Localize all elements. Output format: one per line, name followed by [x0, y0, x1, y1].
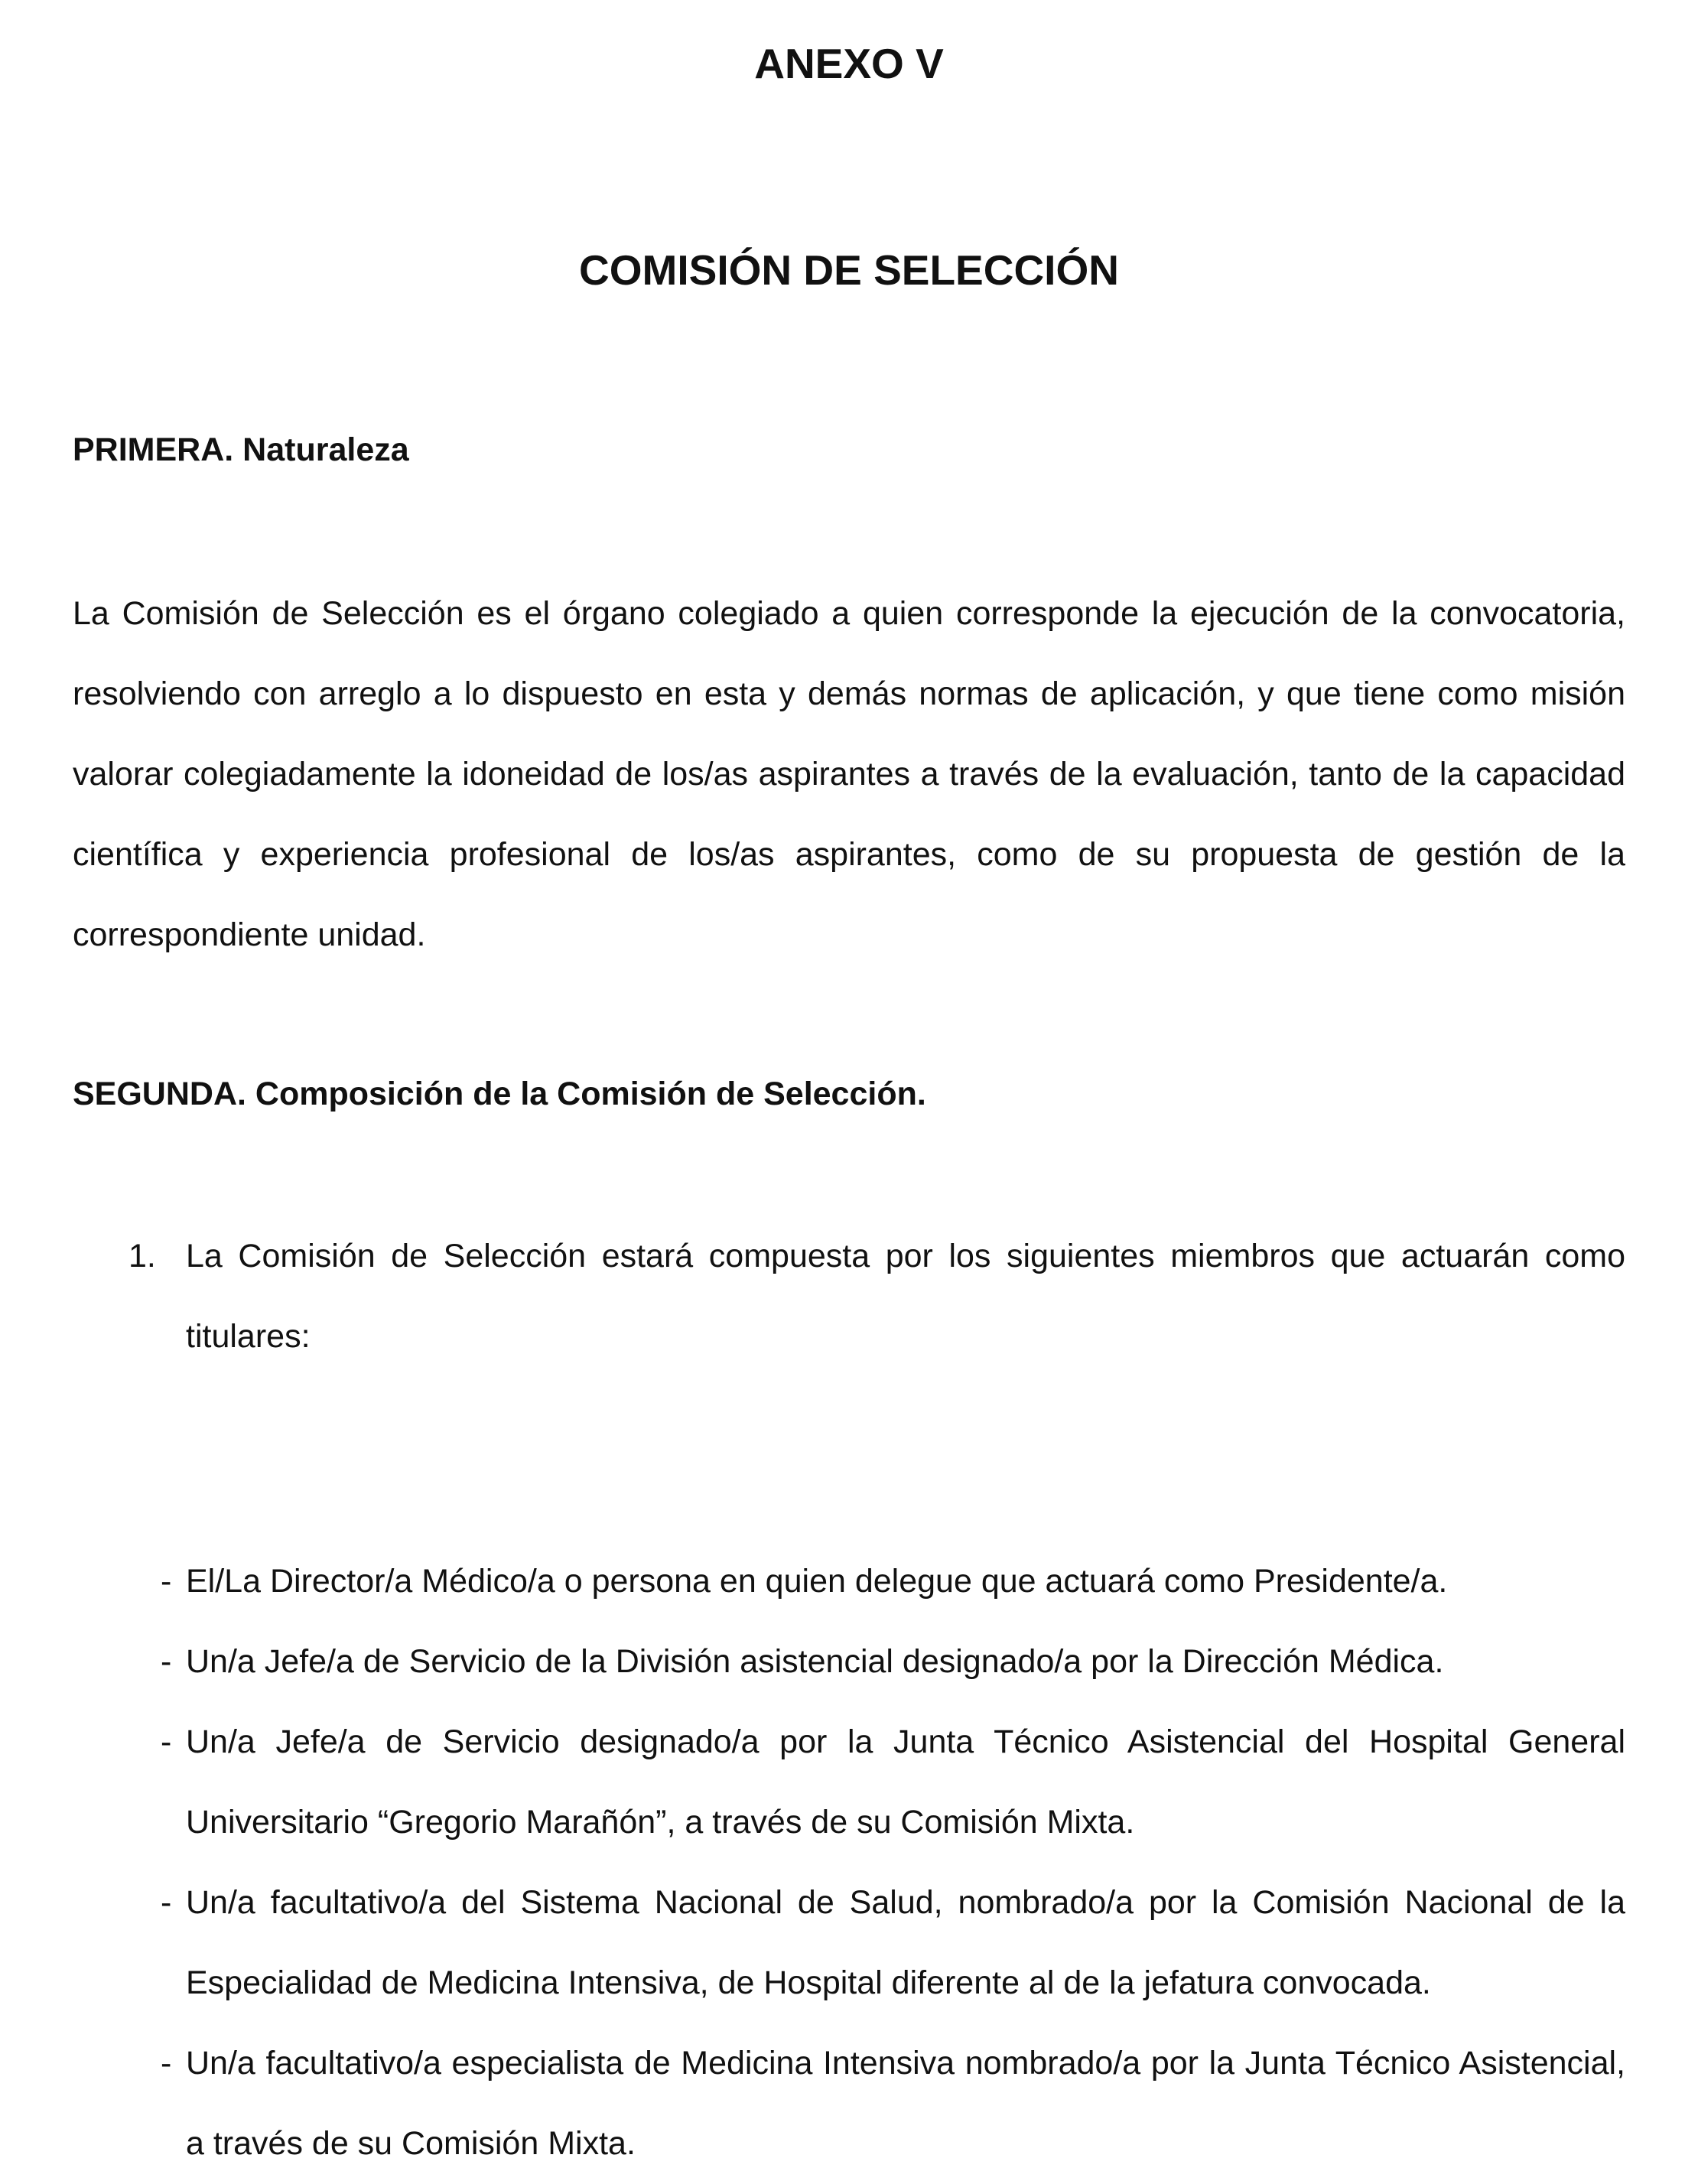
member-text: Un/a facultativo/a del Sistema Nacional de Salud, nombrado/a por la Comisión Nacional de la Especialidad de Medicina Intensiva, de Hospital diferente al de la jefatura convocada. [186, 1884, 1625, 2001]
annex-title: ANEXO V [754, 40, 944, 87]
segunda-heading: SEGUNDA. Composición de la Comisión de Selección. [73, 1076, 926, 1112]
member-item [0, 1541, 1625, 1622]
numbered-list-item [0, 1216, 1625, 1377]
member-item [0, 1863, 1625, 2023]
numbered-list [0, 1216, 1698, 1377]
section-title: COMISIÓN DE SELECCIÓN [579, 246, 1119, 294]
primera-paragraph: La Comisión de Selección es el órgano colegiado a quien corresponde la ejecución de la convocatoria, resolviendo con arreglo a lo dispuesto en esta y demás normas de aplicación, y que tiene como misión valorar colegiadamente la idoneidad de los/as aspirantes a través de la evaluación, tanto de la capacidad científica y experiencia profesional de los/as aspirantes, como de su propuesta de gestión de la correspondiente unidad. [73, 595, 1625, 953]
dash-bullet: - [161, 1884, 172, 1921]
member-item [0, 2023, 1625, 2184]
member-list [0, 1541, 1698, 2184]
dash-bullet: - [161, 1723, 172, 1760]
list-item-text: La Comisión de Selección estará compuesta por los siguientes miembros que actuarán como titulares: [186, 1238, 1625, 1355]
dash-bullet: - [161, 1563, 172, 1600]
member-item [0, 1622, 1625, 1702]
member-text: Un/a Jefe/a de Servicio designado/a por la Junta Técnico Asistencial del Hospital General Universitario “Gregorio Marañón”, a través de su Comisión Mixta. [186, 1723, 1625, 1841]
member-text: El/La Director/a Médico/a o persona en quien delegue que actuará como Presidente/a. [186, 1563, 1448, 1600]
list-item-number: 1. [128, 1238, 156, 1274]
member-item [0, 1702, 1625, 1863]
dash-bullet: - [161, 2045, 172, 2081]
primera-heading: PRIMERA. Naturaleza [73, 431, 409, 468]
member-text: Un/a Jefe/a de Servicio de la División asistencial designado/a por la Dirección Médica. [186, 1643, 1444, 1680]
dash-bullet: - [161, 1643, 172, 1680]
member-text: Un/a facultativo/a especialista de Medicina Intensiva nombrado/a por la Junta Técnico Asistencial, a través de su Comisión Mixta. [186, 2045, 1625, 2162]
